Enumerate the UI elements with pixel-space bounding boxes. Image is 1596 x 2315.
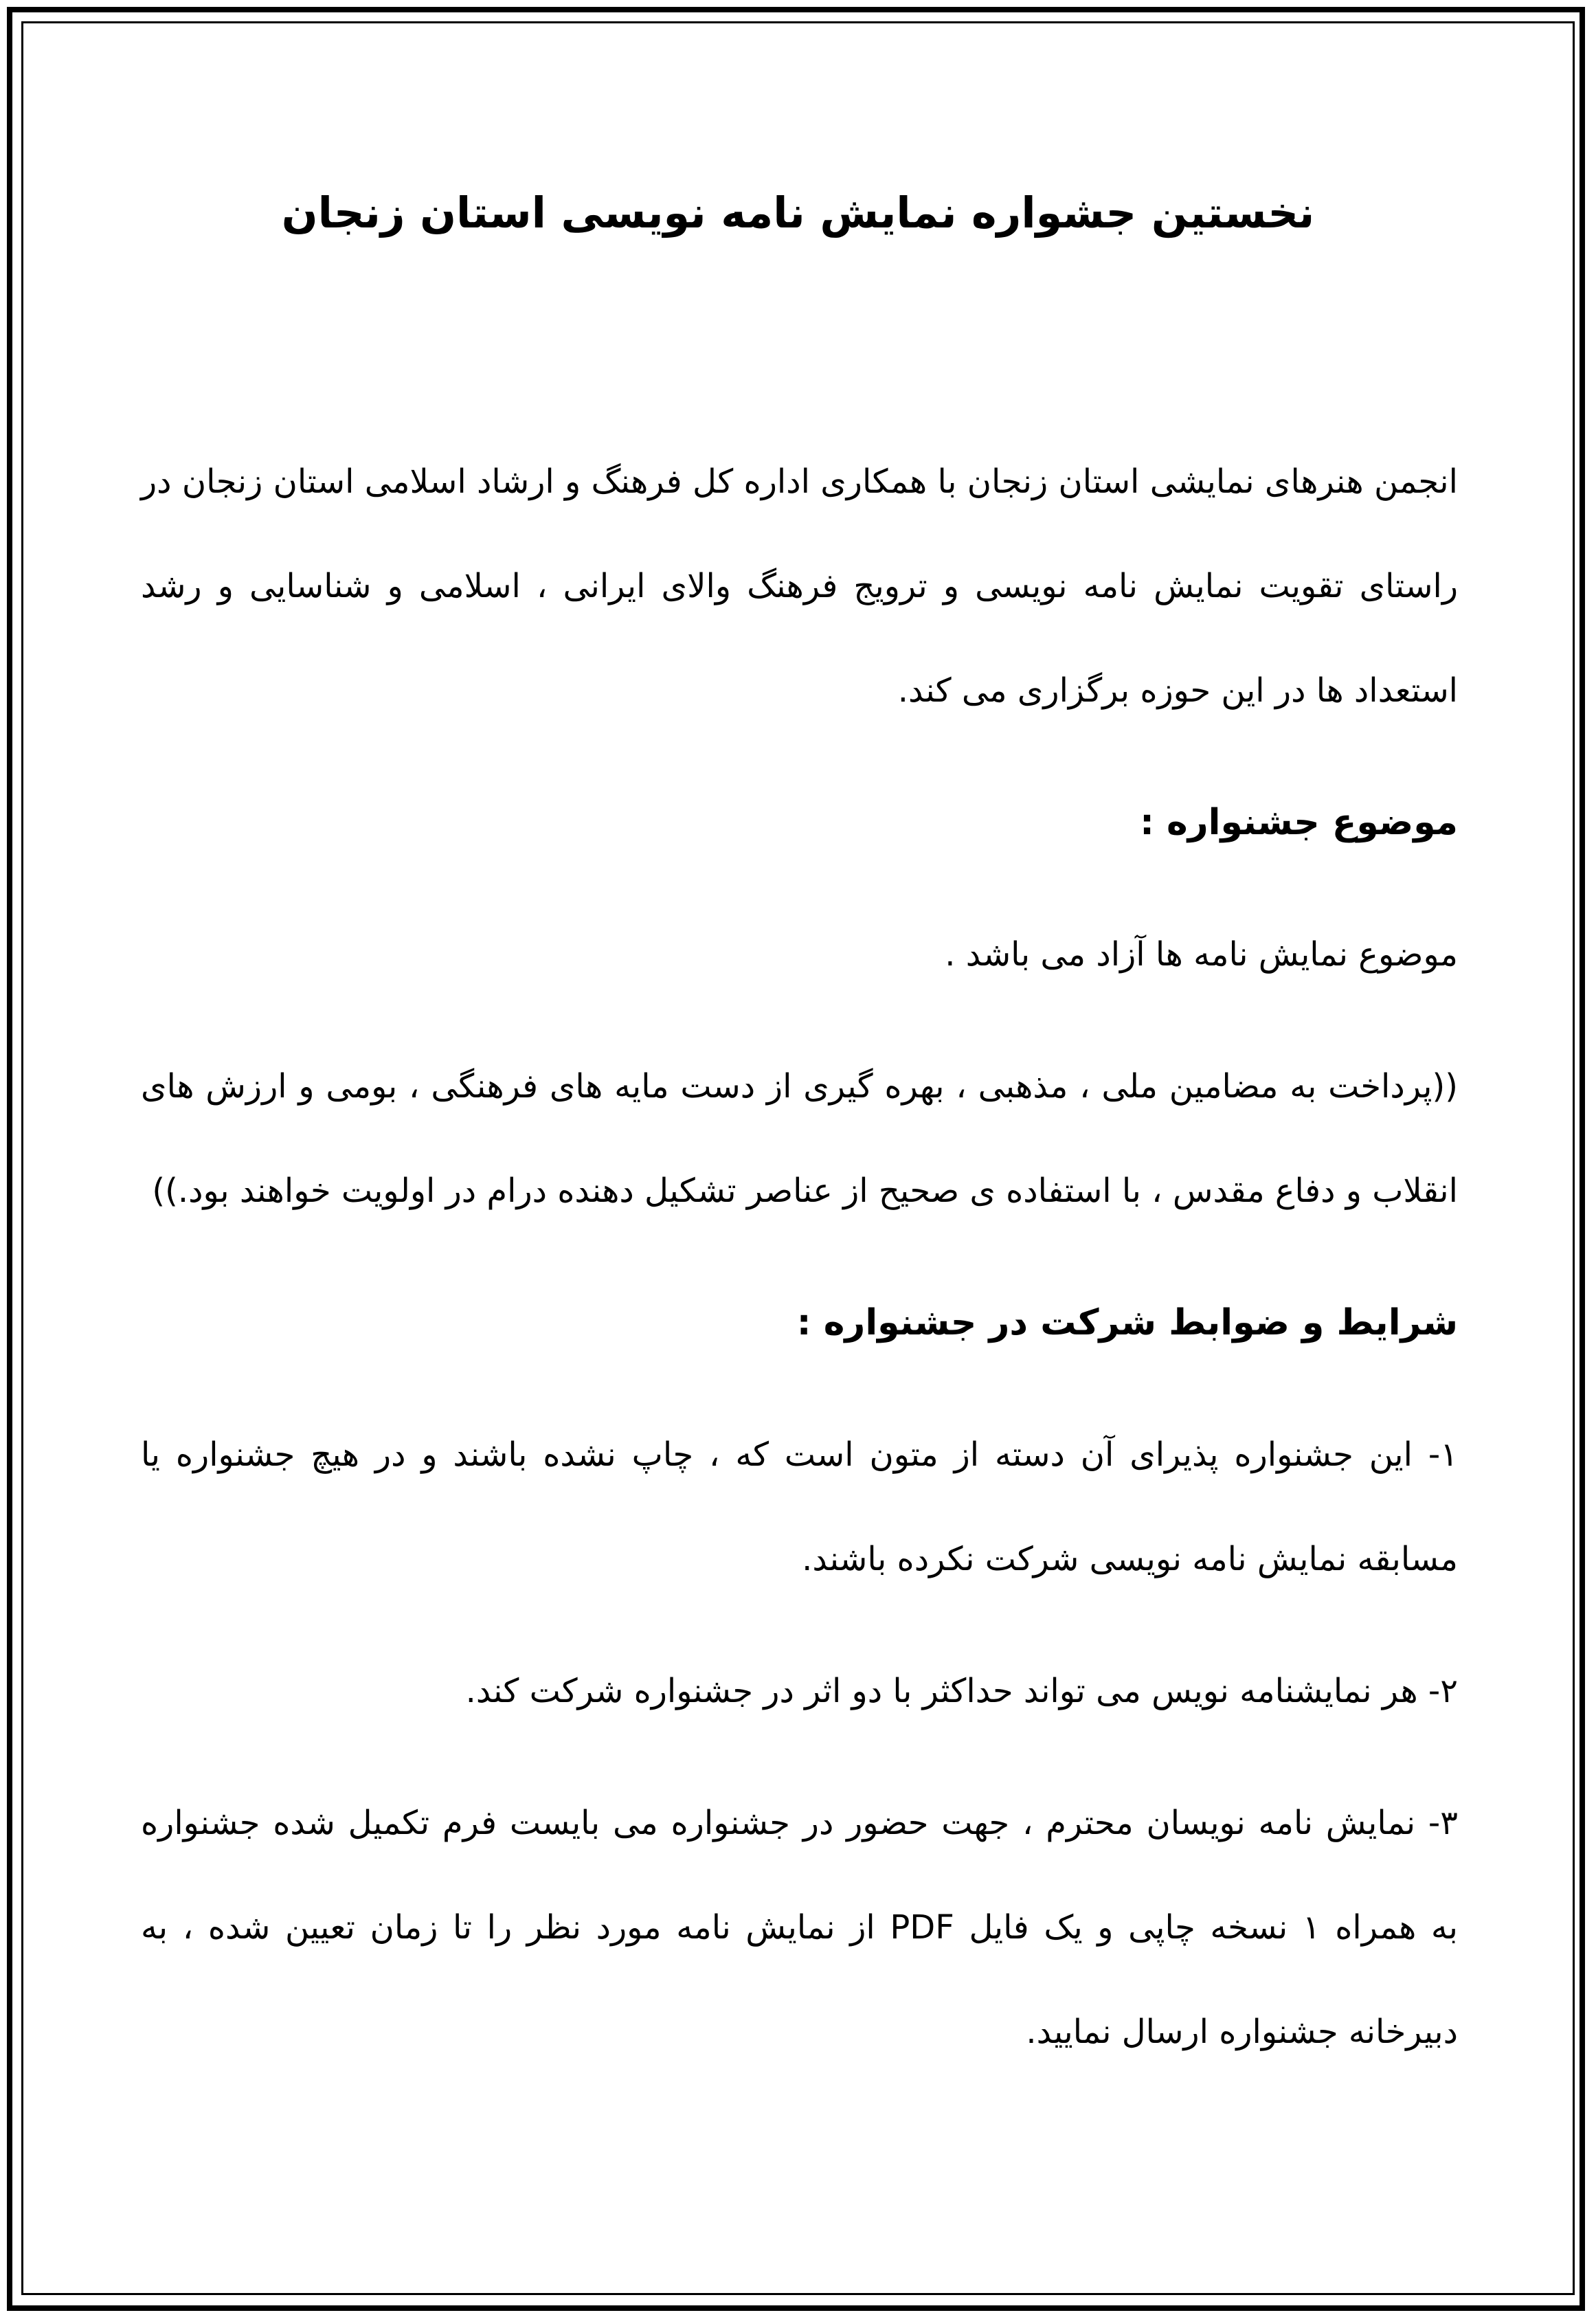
rule-item-2: ۲- هر نمایشنامه نویس می تواند حداکثر با دو اثر در جشنواره شرکت کند. xyxy=(465,1672,1458,1710)
topic-heading: موضوع جشنواره : xyxy=(1140,802,1458,843)
document-body xyxy=(141,429,1458,2084)
rule-item-3: ۳- نمایش نامه نویسان محترم ، جهت حضور در جشنواره می بایست فرم تکمیل شده جشنواره به همراه ۱ نسخه چاپی و یک فایل PDF از نمایش نامه مورد نظر را تا زمان تعیین شده ، به دبیرخانه جشنواره ارسال نمایید. xyxy=(141,1804,1459,2051)
rule-item-1: ۱- این جشنواره پذیرای آن دسته از متون است که ، چاپ نشده باشند و در هیچ جشنواره یا مسابقه نمایش نامه نویسی شرکت نکرده باشند. xyxy=(141,1435,1458,1578)
rules-heading: شرایط و ضوابط شرکت در جشنواره : xyxy=(796,1302,1458,1343)
topic-note-paragraph: ((پرداخت به مضامین ملی ، مذهبی ، بهره گیری از دست مایه های فرهنگی ، بومی و ارزش های انقلاب و دفاع مقدس ، با استفاده ی صحیح از عناصر تشکیل دهنده درام در اولویت خواهند بود.)) xyxy=(141,1067,1458,1210)
document-title: نخستین جشواره نمایش نامه نویسی استان زنجان xyxy=(281,187,1315,238)
intro-paragraph: انجمن هنرهای نمایشی استان زنجان با همکاری اداره کل فرهنگ و ارشاد اسلامی استان زنجان در راستای تقویت نمایش نامه نویسی و ترویج فرهنگ والای ایرانی ، اسلامی و شناسایی و رشد استعداد ها در این حوزه برگزاری می کند. xyxy=(141,462,1458,710)
topic-paragraph: موضوع نمایش نامه ها آزاد می باشد . xyxy=(945,935,1458,974)
